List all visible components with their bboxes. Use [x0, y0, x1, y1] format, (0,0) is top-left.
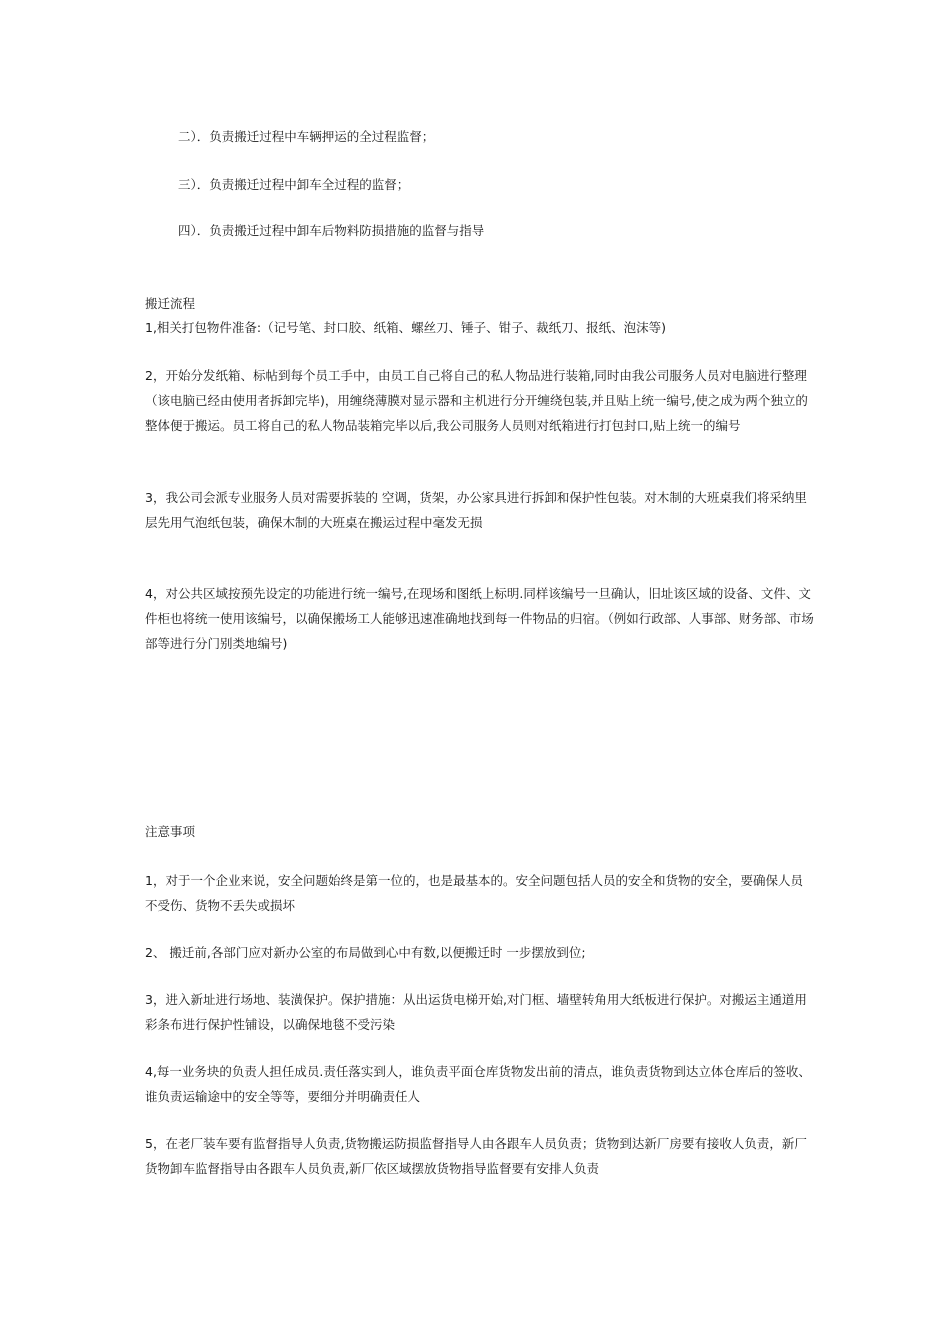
- process-step-1: 1,相关打包物件准备:（记号笔、封口胶、纸箱、螺丝刀、锤子、钳子、裁纸刀、报纸、泡沫等): [145, 320, 667, 335]
- process-step-2: 2，开始分发纸箱、标帖到每个员工手中，由员工自己将自己的私人物品进行装箱,同时由我公司服务人员对电脑进行整理（该电脑已经由使用者拆卸完毕)，用缠绕薄膜对显示器和主机进行分开缠绕包装,并且贴上统一编号,使之成为两个独立的整体便于搬运。员工将自己的私人物品装箱完毕以后,我公司服务人员则对纸箱进行打包封口,贴上统一的编号: [145, 368, 808, 433]
- note-item-1: 1，对于一个企业来说，安全问题始终是第一位的，也是最基本的。安全问题包括人员的安全和货物的安全，要确保人员不受伤、货物不丢失或损坏: [145, 873, 803, 913]
- duty-item-4: 四）．负责搬迁过程中卸车后物料防损措施的监督与指导: [178, 223, 485, 238]
- process-step-4: 4，对公共区域按预先设定的功能进行统一编号,在现场和图纸上标明.同样该编号一旦确认，旧址该区域的设备、文件、文件柜也将统一使用该编号，以确保搬场工人能够迅速准确地找到每一件物品的归宿。（例如行政部、人事部、财务部、市场部等进行分门别类地编号): [145, 586, 814, 651]
- note-item-4: 4,每一业务块的负责人担任成员.责任落实到人，谁负责平面仓库货物发出前的清点，谁负责货物到达立体仓库后的签收、谁负责运输途中的安全等等，要细分并明确责任人: [145, 1064, 811, 1104]
- duty-item-3: 三）．负责搬迁过程中卸车全过程的监督；: [178, 177, 410, 192]
- process-heading: 搬迁流程: [145, 296, 196, 311]
- process-step-3: 3，我公司会派专业服务人员对需要拆装的 空调，货架，办公家具进行拆卸和保护性包装。对木制的大班桌我们将采纳里层先用气泡纸包装，确保木制的大班桌在搬运过程中毫发无损: [145, 490, 807, 530]
- note-item-5: 5，在老厂装车要有监督指导人负责,货物搬运防损监督指导人由各跟车人员负责；货物到达新厂房要有接收人负责，新厂货物卸车监督指导由各跟车人员负责,新厂依区域摆放货物指导监督要有安排人负责: [145, 1136, 807, 1176]
- note-item-3: 3，进入新址进行场地、装潢保护。保护措施：从出运货电梯开始,对门框、墙壁转角用大纸板进行保护。对搬运主通道用彩条布进行保护性铺设，以确保地毯不受污染: [145, 992, 807, 1032]
- note-item-2: 2、 搬迁前,各部门应对新办公室的布局做到心中有数,以便搬迁时 一步摆放到位;: [145, 945, 586, 960]
- notes-heading: 注意事项: [145, 824, 196, 839]
- duty-item-2: 二）．负责搬迁过程中车辆押运的全过程监督；: [178, 129, 435, 144]
